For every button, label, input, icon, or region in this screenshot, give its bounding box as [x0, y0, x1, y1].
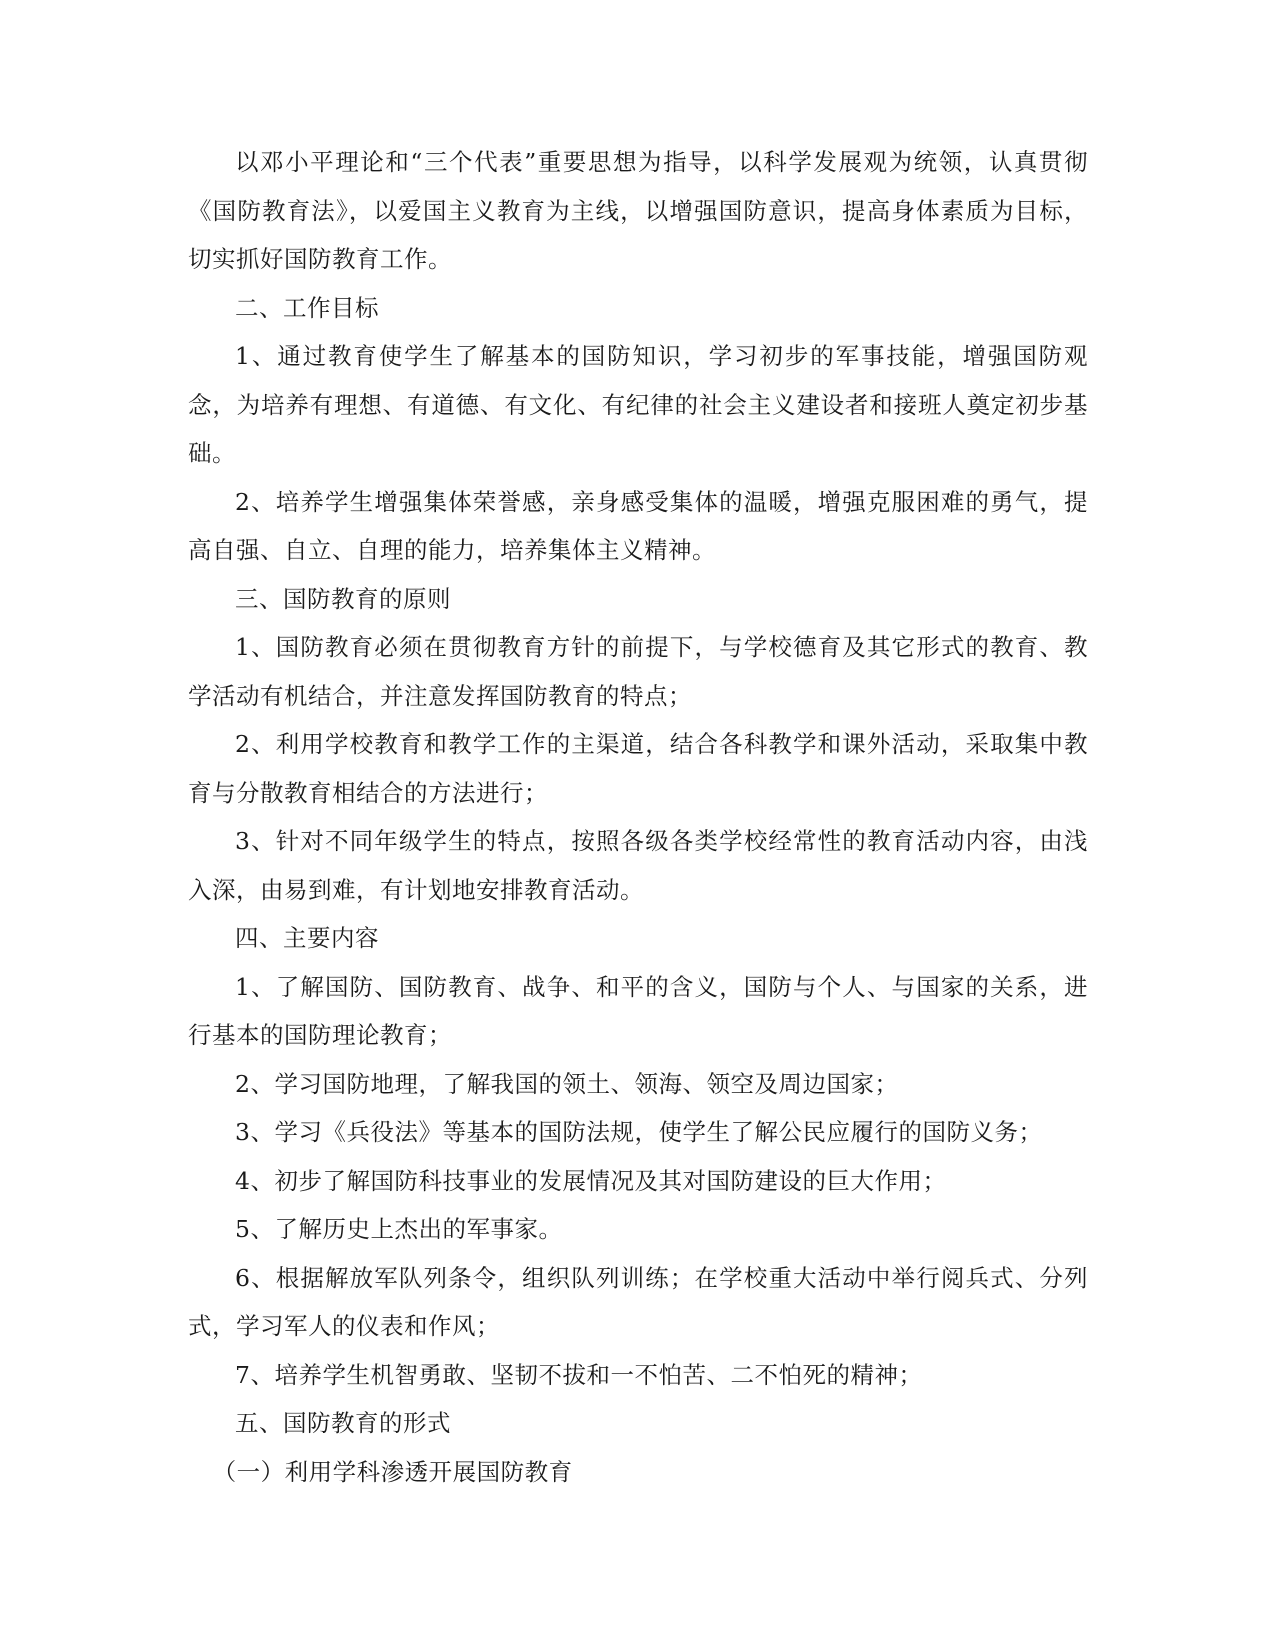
document-body: [188, 138, 1088, 1496]
paragraph-content-3: 3、学习《兵役法》等基本的国防法规，使学生了解公民应履行的国防义务；: [235, 1118, 1043, 1146]
section-heading-main-content: 四、主要内容: [235, 924, 379, 952]
paragraph-content-1: 1、了解国防、国防教育、战争、和平的含义，国防与个人、与国家的关系，进行基本的国防理论教育；: [188, 972, 1088, 1049]
paragraph-principle-3: 3、针对不同年级学生的特点，按照各级各类学校经常性的教育活动内容，由浅入深，由易到难，有计划地安排教育活动。: [188, 827, 1088, 904]
paragraph-content-7: 7、培养学生机智勇敢、坚韧不拔和一不怕苦、二不怕死的精神；: [235, 1360, 923, 1389]
paragraph-content-5: 5、了解历史上杰出的军事家。: [235, 1215, 563, 1243]
paragraph-principle-1: 1、国防教育必须在贯彻教育方针的前提下，与学校德育及其它形式的教育、教学活动有机结合，并注意发挥国防教育的特点；: [188, 633, 1088, 710]
paragraph-content-2: 2、学习国防地理，了解我国的领土、领海、领空及周边国家；: [235, 1069, 899, 1098]
paragraph-principle-2: 2、利用学校教育和教学工作的主渠道，结合各科教学和课外活动，采取集中教育与分散教育相结合的方法进行；: [188, 730, 1088, 807]
section-heading-principles: 三、国防教育的原则: [235, 584, 451, 613]
paragraph-content-6: 6、根据解放军队列条令，组织队列训练；在学校重大活动中举行阅兵式、分列式，学习军人的仪表和作风；: [188, 1263, 1088, 1340]
section-heading-work-goals: 二、工作目标: [235, 293, 379, 322]
paragraph-intro: 以邓小平理论和“三个代表”重要思想为指导，以科学发展观为统领，认真贯彻《国防教育法》，以爱国主义教育为主线，以增强国防意识，提高身体素质为目标，切实抓好国防教育工作。: [188, 148, 1088, 273]
paragraph-content-4: 4、初步了解国防科技事业的发展情况及其对国防建设的巨大作用；: [235, 1166, 947, 1195]
section-heading-forms: 五、国防教育的形式: [235, 1409, 451, 1437]
paragraph-goal-1: 1、通过教育使学生了解基本的国防知识，学习初步的军事技能，增强国防观念，为培养有理想、有道德、有文化、有纪律的社会主义建设者和接班人奠定初步基础。: [188, 342, 1088, 467]
paragraph-goal-2: 2、培养学生增强集体荣誉感，亲身感受集体的温暖，增强克服困难的勇气，提高自强、自立、自理的能力，培养集体主义精神。: [188, 487, 1088, 564]
subheading-form-1: （一）利用学科渗透开展国防教育: [212, 1457, 573, 1486]
